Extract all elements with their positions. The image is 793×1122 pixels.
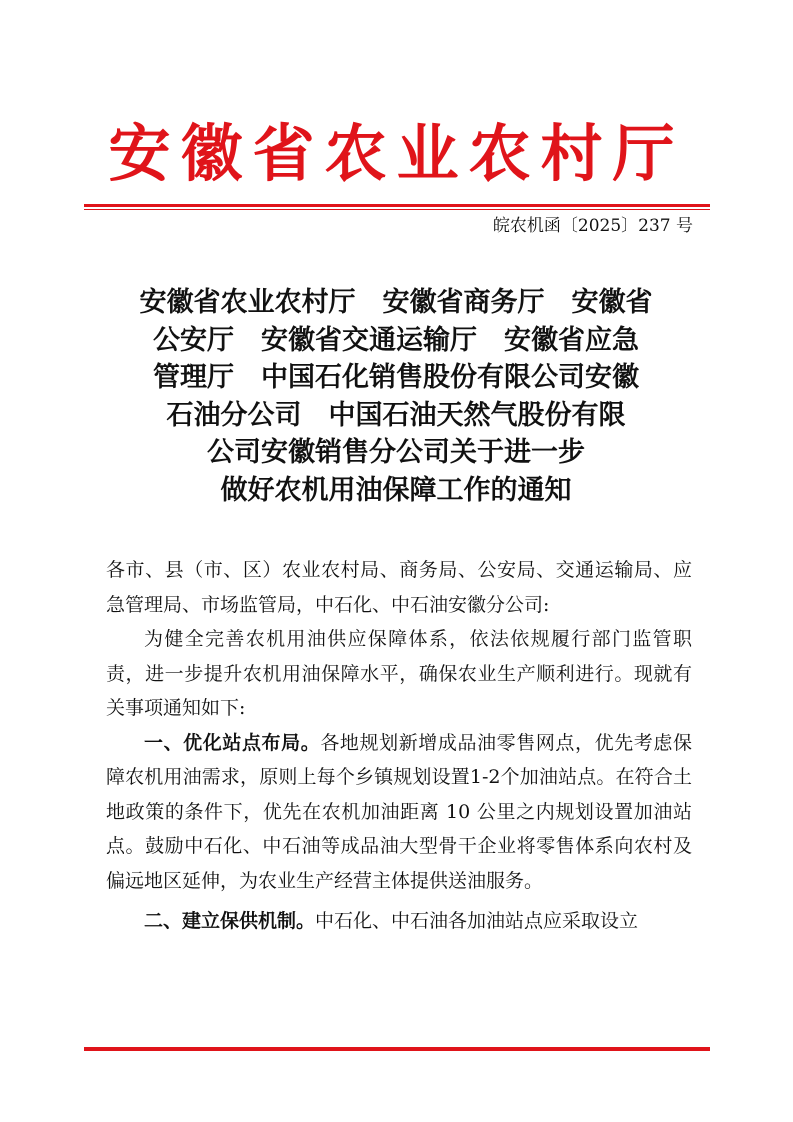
title-line: 石油分公司 中国石油天然气股份有限 (166, 399, 626, 431)
title-line: 安徽省农业农村厅 安徽省商务厅 安徽省 (139, 287, 653, 318)
section-heading: 二、建立保供机制。 (144, 910, 316, 932)
notice-title (96, 284, 696, 509)
document-number: 皖农机函〔2025〕237 号 (492, 216, 693, 236)
section-text: 各地规划新增成品油零售网点，优先考虑保障农机用油需求，原则上每个乡镇规划设置1-2个加油站点。在符合土地政策的条件下，优先在农机加油距离 10 公里之内规划设置加油站点。鼓励中石化、中石油等成品油大型骨干企业将零售体系向农村及偏远地区延伸，为农业生产经营主体提供送油服务。 (106, 731, 692, 892)
addressee-paragraph: 各市、县（市、区）农业农村局、商务局、公安局、交通运输局、应急管理局、市场监管局，中石化、中石油安徽分公司: (106, 559, 692, 616)
title-line: 公安厅 安徽省交通运输厅 安徽省应急 (153, 324, 639, 356)
notice-body (106, 553, 692, 939)
title-line: 公司安徽销售分公司关于进一步 (207, 437, 585, 468)
intro-paragraph: 为健全完善农机用油供应保障体系，依法依规履行部门监管职责，进一步提升农机用油保障水平，确保农业生产顺利进行。现就有关事项通知如下: (106, 628, 692, 719)
section-text: 中石化、中石油各加油站点应采取设立 (315, 910, 639, 932)
title-line: 做好农机用油保障工作的通知 (220, 474, 572, 506)
title-line: 管理厅 中国石化销售股份有限公司安徽 (153, 362, 639, 393)
masthead-divider (84, 204, 710, 210)
footer-divider (84, 1047, 710, 1051)
section-heading: 一、优化站点布局。 (144, 731, 321, 754)
masthead-agency-name: 安徽省农业农村厅 (108, 117, 685, 190)
section-paragraph (106, 904, 692, 939)
section-paragraph (106, 726, 692, 899)
